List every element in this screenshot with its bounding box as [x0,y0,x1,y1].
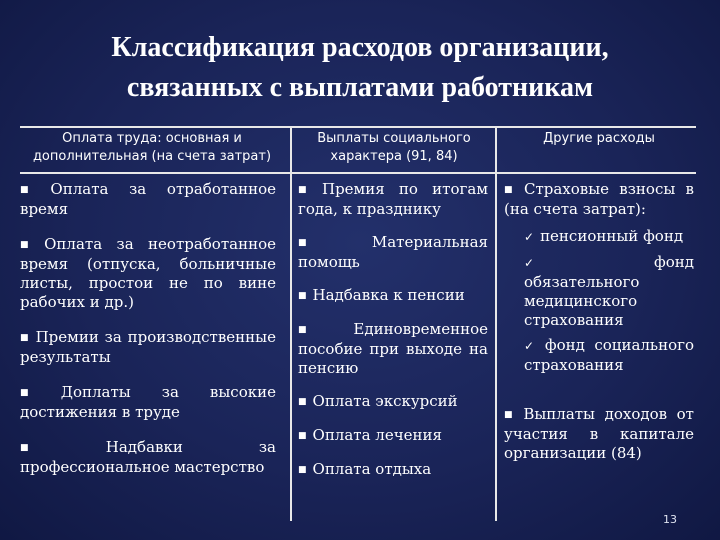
header-divider [20,172,696,174]
wages-column [20,180,276,490]
page-number: 13 [663,513,677,526]
list-item: ■ Выплаты доходов от участия в капитале организации (84) [504,405,694,462]
header-wages: Оплата труда: основная и дополнительная (на счета затрат) [32,131,272,164]
check-icon: ✓ [524,230,535,244]
bullet-icon: ■ [20,240,39,250]
bullet-icon: ■ [298,397,307,407]
check-icon: ✓ [524,339,539,353]
list-item: ■ Оплата за неотработанное время (отпуска, больничные листы, простои не по вине рабочих и др.) [20,235,276,311]
classification-table [20,126,696,521]
bullet-icon: ■ [298,465,307,475]
bullet-icon: ■ [504,410,518,420]
bullet-icon: ■ [20,388,55,398]
bullet-icon: ■ [298,325,348,335]
header-other-expenses: Другие расходы [543,131,655,146]
list-item: ■ Надбавки за профессиональное мастерство [20,438,276,476]
list-item: ■ Надбавка к пенсии [298,286,465,304]
list-item: ■ Премия по итогам года, к празднику [298,180,488,218]
bullet-icon: ■ [298,185,316,195]
list-item: ■ Оплата отдыха [298,460,432,478]
list-item: ■ Премии за производственные результаты [20,328,276,366]
bullet-icon: ■ [20,443,100,453]
social-payments-column [298,180,488,493]
list-item: ■ Единовременное пособие при выходе на пенсию [298,320,488,377]
list-item: ■ Доплаты за высокие достижения в труде [20,383,276,421]
insurance-heading: ■ Страховые взносы в (на счета затрат): [504,180,694,218]
bullet-icon: ■ [298,238,366,248]
title-line-1: Классификация расходов организации, [111,32,609,63]
list-item: ■ Оплата за отработанное время [20,180,276,218]
column-divider-1 [290,126,292,521]
bullet-icon: ■ [298,431,307,441]
bullet-icon: ■ [504,185,518,195]
list-item: ■ Оплата экскурсий [298,392,458,410]
check-icon: ✓ [524,256,648,270]
title-line-2: связанных с выплатами работникам [126,72,594,103]
bullet-icon: ■ [298,291,307,301]
insurance-item: ✓ пенсионный фонд [524,227,684,245]
slide-title [20,28,700,108]
other-expenses-column [504,180,694,476]
list-item: ■ Оплата лечения [298,426,442,444]
list-item: ■ Материальная помощь [298,233,488,271]
insurance-item: ✓ фонд социального страхования [524,336,694,374]
bullet-icon: ■ [20,333,30,343]
bullet-icon: ■ [20,185,45,195]
table-top-border [20,126,696,128]
column-divider-2 [495,126,497,521]
header-social-payments: Выплаты социального характера (91, 84) [317,131,471,164]
insurance-item: ✓ фонд обязательного медицинского страхования [524,253,694,329]
